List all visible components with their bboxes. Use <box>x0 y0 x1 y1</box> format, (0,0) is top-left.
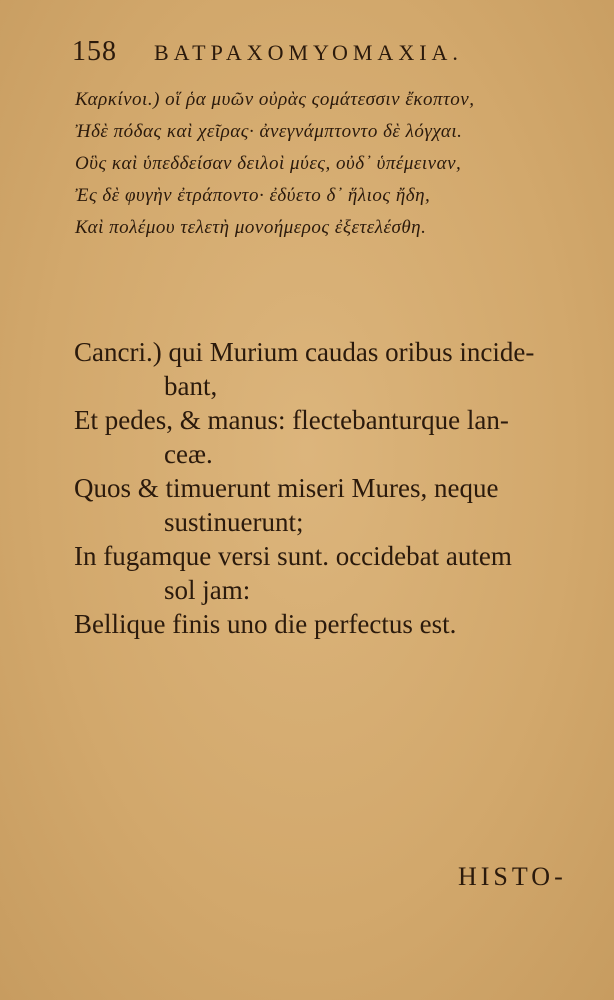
page-number: 158 <box>72 36 117 67</box>
running-title: ΒΑΤΡΑΧΟΜΥΟΜΑΧΙΑ. <box>154 40 463 65</box>
latin-text-block <box>74 335 594 641</box>
latin-line: Quos & timuerunt miseri Mures, neque <box>74 473 499 503</box>
greek-line: Καὶ πολέμου τελετὴ μονοήμερος ἐξετελέσθη. <box>75 217 427 238</box>
greek-text-block <box>75 84 575 244</box>
latin-line-continued: sustinuerunt; <box>164 507 304 537</box>
catchword: HISTO- <box>458 862 567 891</box>
latin-line-continued: bant, <box>164 371 218 401</box>
latin-line: Cancri.) qui Murium caudas oribus incide- <box>74 337 535 367</box>
latin-line: In fugamque versi sunt. occidebat autem <box>74 541 512 571</box>
greek-line: Καρκίνοι.) οἵ ῥα μυῶν οὐρὰς ςομάτεσσιν ἔκοπτον, <box>75 89 475 110</box>
page-header <box>72 36 562 70</box>
greek-line: Ἐς δὲ φυγὴν ἐτράποντο· ἐδύετο δ᾽ ἥλιος ἤδη, <box>75 185 431 206</box>
greek-line: Οὓς καὶ ὑπεδδείσαν δειλοὶ μύες, οὐδ᾽ ὑπέμειναν, <box>75 153 462 174</box>
latin-line: Bellique finis uno die perfectus est. <box>74 609 457 639</box>
latin-line-continued: ceæ. <box>164 439 213 469</box>
greek-line: Ἠδὲ πόδας καὶ χεῖρας· ἀνεγνάμπτοντο δὲ λόγχαι. <box>75 121 463 142</box>
latin-line-continued: sol jam: <box>164 575 251 605</box>
latin-line: Et pedes, & manus: flectebanturque lan- <box>74 405 509 435</box>
